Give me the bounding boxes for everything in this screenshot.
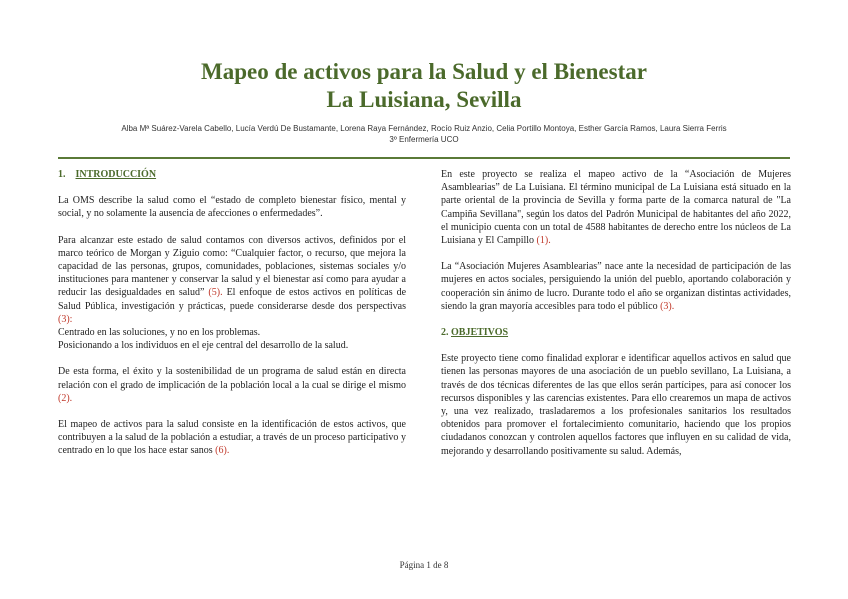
list-item: Posicionando a los individuos en el eje central del desarrollo de la salud. bbox=[58, 340, 349, 352]
citation: (5). bbox=[208, 287, 223, 299]
section-heading-introduccion bbox=[58, 168, 406, 181]
paragraph-text: De esta forma, el éxito y la sostenibilidad de un programa de salud están en directa relación con el grado de implicación de la población local a la cual se dirige el mismo bbox=[58, 366, 406, 391]
citation: (1). bbox=[536, 235, 551, 247]
left-column bbox=[58, 168, 406, 471]
paragraph bbox=[58, 418, 406, 458]
paragraph bbox=[58, 234, 406, 326]
paragraph-text: Para alcanzar este estado de salud contamos con diversos activos, definidos por el marco teórico de Morgan y Ziguio como: “Cualquier factor, o recurso, que mejora la capacidad de las personas, grupos, comunidades, poblaciones, sistemas sociales y/o instituciones para mantener y conservar la salud y el bienestar así como para ayudar a reducir las desigualdades en salud” bbox=[58, 234, 406, 299]
list-item: Centrado en las soluciones, y no en los problemas. bbox=[58, 327, 261, 339]
section-number: 2. bbox=[441, 327, 449, 339]
paragraph-text: La “Asociación Mujeres Asamblearias” nace ante la necesidad de participación de las mujeres en actos sociales, persiguiendo la unión del pueblo, aportando colaboración y cooperación sin ánimo de lucro. Durante todo el año se organizan distintas actividades, siendo la gran mayoría accesibles para todo el público bbox=[441, 261, 791, 312]
paragraph: Este proyecto tiene como finalidad explorar e identificar aquellos activos en salud que tienen las personas mayores de una asociación de un pueblo sevillano, La Luisiana, a través de dos técnicas diferentes de las que ellos serán partícipes, para así conocer los recursos disponibles y las carencias existentes. Para ello crearemos un mapa de activos y, una vez realizado, trasladaremos a los profesionales sanitarios los resultados obtenidos para promover el fortalecimiento comunitario, haciendo que los propios ciudadanos conozcan y controlen aquellos factores que influyen en su calidad de vida, mejorando y desarrollando positivamente su salud. Además, bbox=[441, 353, 791, 457]
citation: (2). bbox=[58, 392, 73, 404]
citation: (3). bbox=[660, 300, 675, 312]
document-title-line2: La Luisiana, Sevilla bbox=[326, 87, 522, 112]
paragraph-text: El enfoque de estos activos en políticas de Salud Pública, investigación y prácticas, puede considerarse desde dos perspectivas bbox=[58, 287, 407, 312]
page-footer: Página 1 de 8 bbox=[399, 560, 449, 570]
paragraph-text: En este proyecto se realiza el mapeo activo de la “Asociación de Mujeres Asamblearias” de La Luisiana. El término municipal de La Luisiana está situado en la parte oriental de la provincia de Sevilla y forma parte de la comarca natural de "La Campiña Sevillana", según los datos del Padrón Municipal de habitantes del año 2022, el municipio cuenta con un total de 4588 habitantes de derecho entre los núcleos de La Luisiana y El Campillo bbox=[441, 169, 791, 247]
document-title-line1: Mapeo de activos para la Salud y el Bienestar bbox=[201, 59, 647, 84]
paragraph bbox=[441, 168, 791, 247]
paragraph bbox=[441, 260, 791, 313]
section-number: 1. bbox=[58, 169, 66, 180]
section-title: OBJETIVOS bbox=[451, 327, 509, 339]
section-heading-objetivos bbox=[441, 326, 791, 339]
paragraph-text: El mapeo de activos para la salud consiste en la identificación de estos activos, que contribuyen a la salud de la población a estudiar, a través de un proceso participativo y centrado en lo que los hace estar sanos bbox=[58, 419, 406, 457]
right-column bbox=[441, 168, 791, 471]
citation: (3): bbox=[58, 313, 73, 325]
paragraph: La OMS describe la salud como el “estado de completo bienestar físico, mental y social, y no solamente la ausencia de afecciones o enfermedades”. bbox=[58, 195, 406, 220]
affiliation: 3º Enfermería UCO bbox=[389, 135, 459, 144]
header-divider bbox=[58, 157, 790, 159]
citation: (6). bbox=[215, 445, 230, 457]
section-title: INTRODUCCIÓN bbox=[75, 169, 157, 180]
authors-list: Alba Mª Suárez-Varela Cabello, Lucía Verdú De Bustamante, Lorena Raya Fernández, Rocío Ruiz Anzio, Celia Portillo Montoya, Esther García Ramos, Laura Sierra Ferris bbox=[121, 124, 727, 133]
paragraph bbox=[58, 365, 406, 405]
author-block bbox=[0, 123, 848, 145]
title-block bbox=[0, 58, 848, 114]
